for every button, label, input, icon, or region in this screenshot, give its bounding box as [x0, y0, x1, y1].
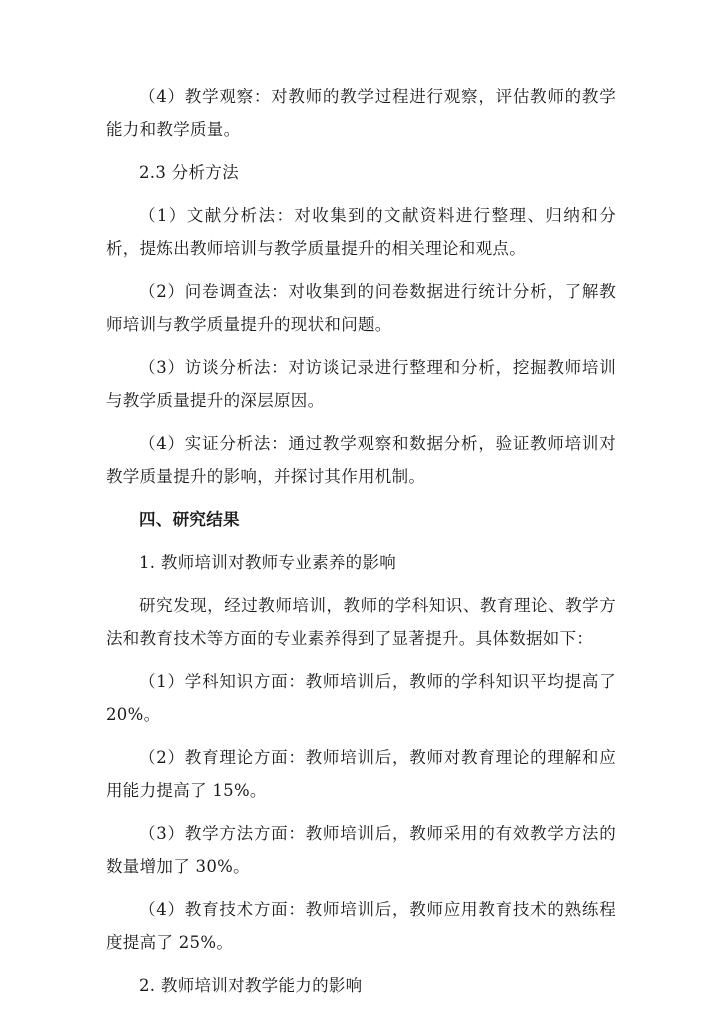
section-heading-research-results: 四、研究结果 [139, 510, 240, 529]
paragraph-teaching-observation: （4）教学观察：对教师的教学过程进行观察，评估教师的教学能力和教学质量。 [106, 87, 616, 139]
paragraph-empirical-analysis: （4）实证分析法：通过教学观察和数据分析，验证教师培训对教学质量提升的影响，并探讨其作用机制。 [106, 434, 616, 486]
paragraph-educational-technology: （4）教育技术方面：教师培训后，教师应用教育技术的熟练程度提高了 25%。 [106, 900, 616, 952]
paragraph-subject-knowledge: （1）学科知识方面：教师培训后，教师的学科知识平均提高了20%。 [106, 672, 616, 724]
paragraph-teaching-methods: （3）教学方法方面：教师培训后，教师采用的有效教学方法的数量增加了 30%。 [106, 824, 616, 876]
subheading-professional-quality: 1. 教师培训对教师专业素养的影响 [139, 553, 397, 572]
paragraph-questionnaire-analysis: （2）问卷调查法：对收集到的问卷数据进行统计分析，了解教师培训与教学质量提升的现状和问题。 [106, 282, 616, 334]
paragraph-research-findings: 研究发现，经过教师培训，教师的学科知识、教育理论、教学方法和教育技术等方面的专业素养得到了显著提升。具体数据如下： [106, 596, 616, 648]
subheading-analysis-methods: 2.3 分析方法 [139, 163, 239, 182]
document-page [106, 80, 616, 1012]
subheading-teaching-ability: 2. 教师培训对教学能力的影响 [139, 976, 363, 995]
paragraph-literature-analysis: （1）文献分析法：对收集到的文献资料进行整理、归纳和分析，提炼出教师培训与教学质量提升的相关理论和观点。 [106, 206, 616, 258]
paragraph-interview-analysis: （3）访谈分析法：对访谈记录进行整理和分析，挖掘教师培训与教学质量提升的深层原因。 [106, 358, 616, 410]
paragraph-educational-theory: （2）教育理论方面：教师培训后，教师对教育理论的理解和应用能力提高了 15%。 [106, 748, 616, 800]
